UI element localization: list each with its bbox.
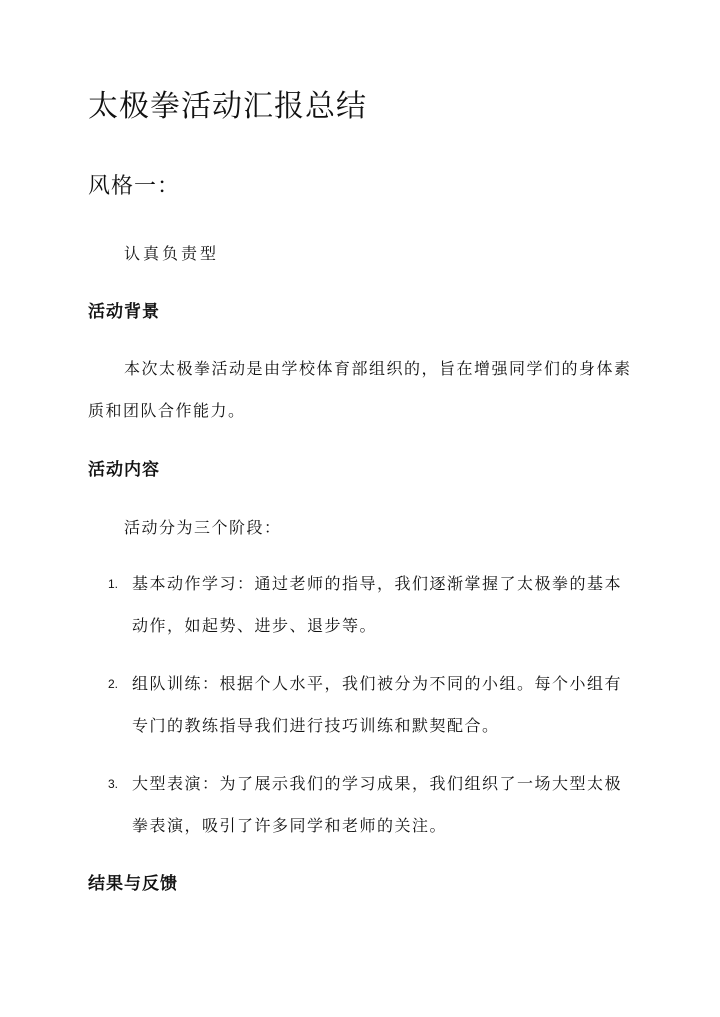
list-item [108, 563, 628, 647]
section-heading-content: 活动内容 [88, 460, 160, 480]
document-title: 太极拳活动汇报总结 [88, 89, 367, 124]
section-heading-background: 活动背景 [88, 302, 160, 322]
style-heading: 风格一： [88, 174, 181, 199]
list-item [108, 763, 628, 847]
content-intro: 活动分为三个阶段： [124, 518, 282, 537]
list-item-number: 3. [108, 777, 119, 791]
list-item-number: 1. [108, 577, 119, 591]
list-item-text: 基本动作学习：通过老师的指导，我们逐渐掌握了太极拳的基本动作，如起势、进步、退步等。 [132, 574, 623, 635]
list-item-text: 组队训练：根据个人水平，我们被分为不同的小组。每个小组有专门的教练指导我们进行技巧训练和默契配合。 [132, 674, 623, 735]
background-paragraph: 本次太极拳活动是由学校体育部组织的，旨在增强同学们的身体素质和团队合作能力。 [88, 359, 632, 420]
style-subtitle: 认真负责型 [124, 244, 220, 263]
list-item [108, 663, 628, 747]
list-item-number: 2. [108, 677, 119, 691]
list-item-text: 大型表演：为了展示我们的学习成果，我们组织了一场大型太极拳表演，吸引了许多同学和老师的关注。 [132, 774, 623, 835]
section-heading-results: 结果与反馈 [88, 874, 178, 894]
